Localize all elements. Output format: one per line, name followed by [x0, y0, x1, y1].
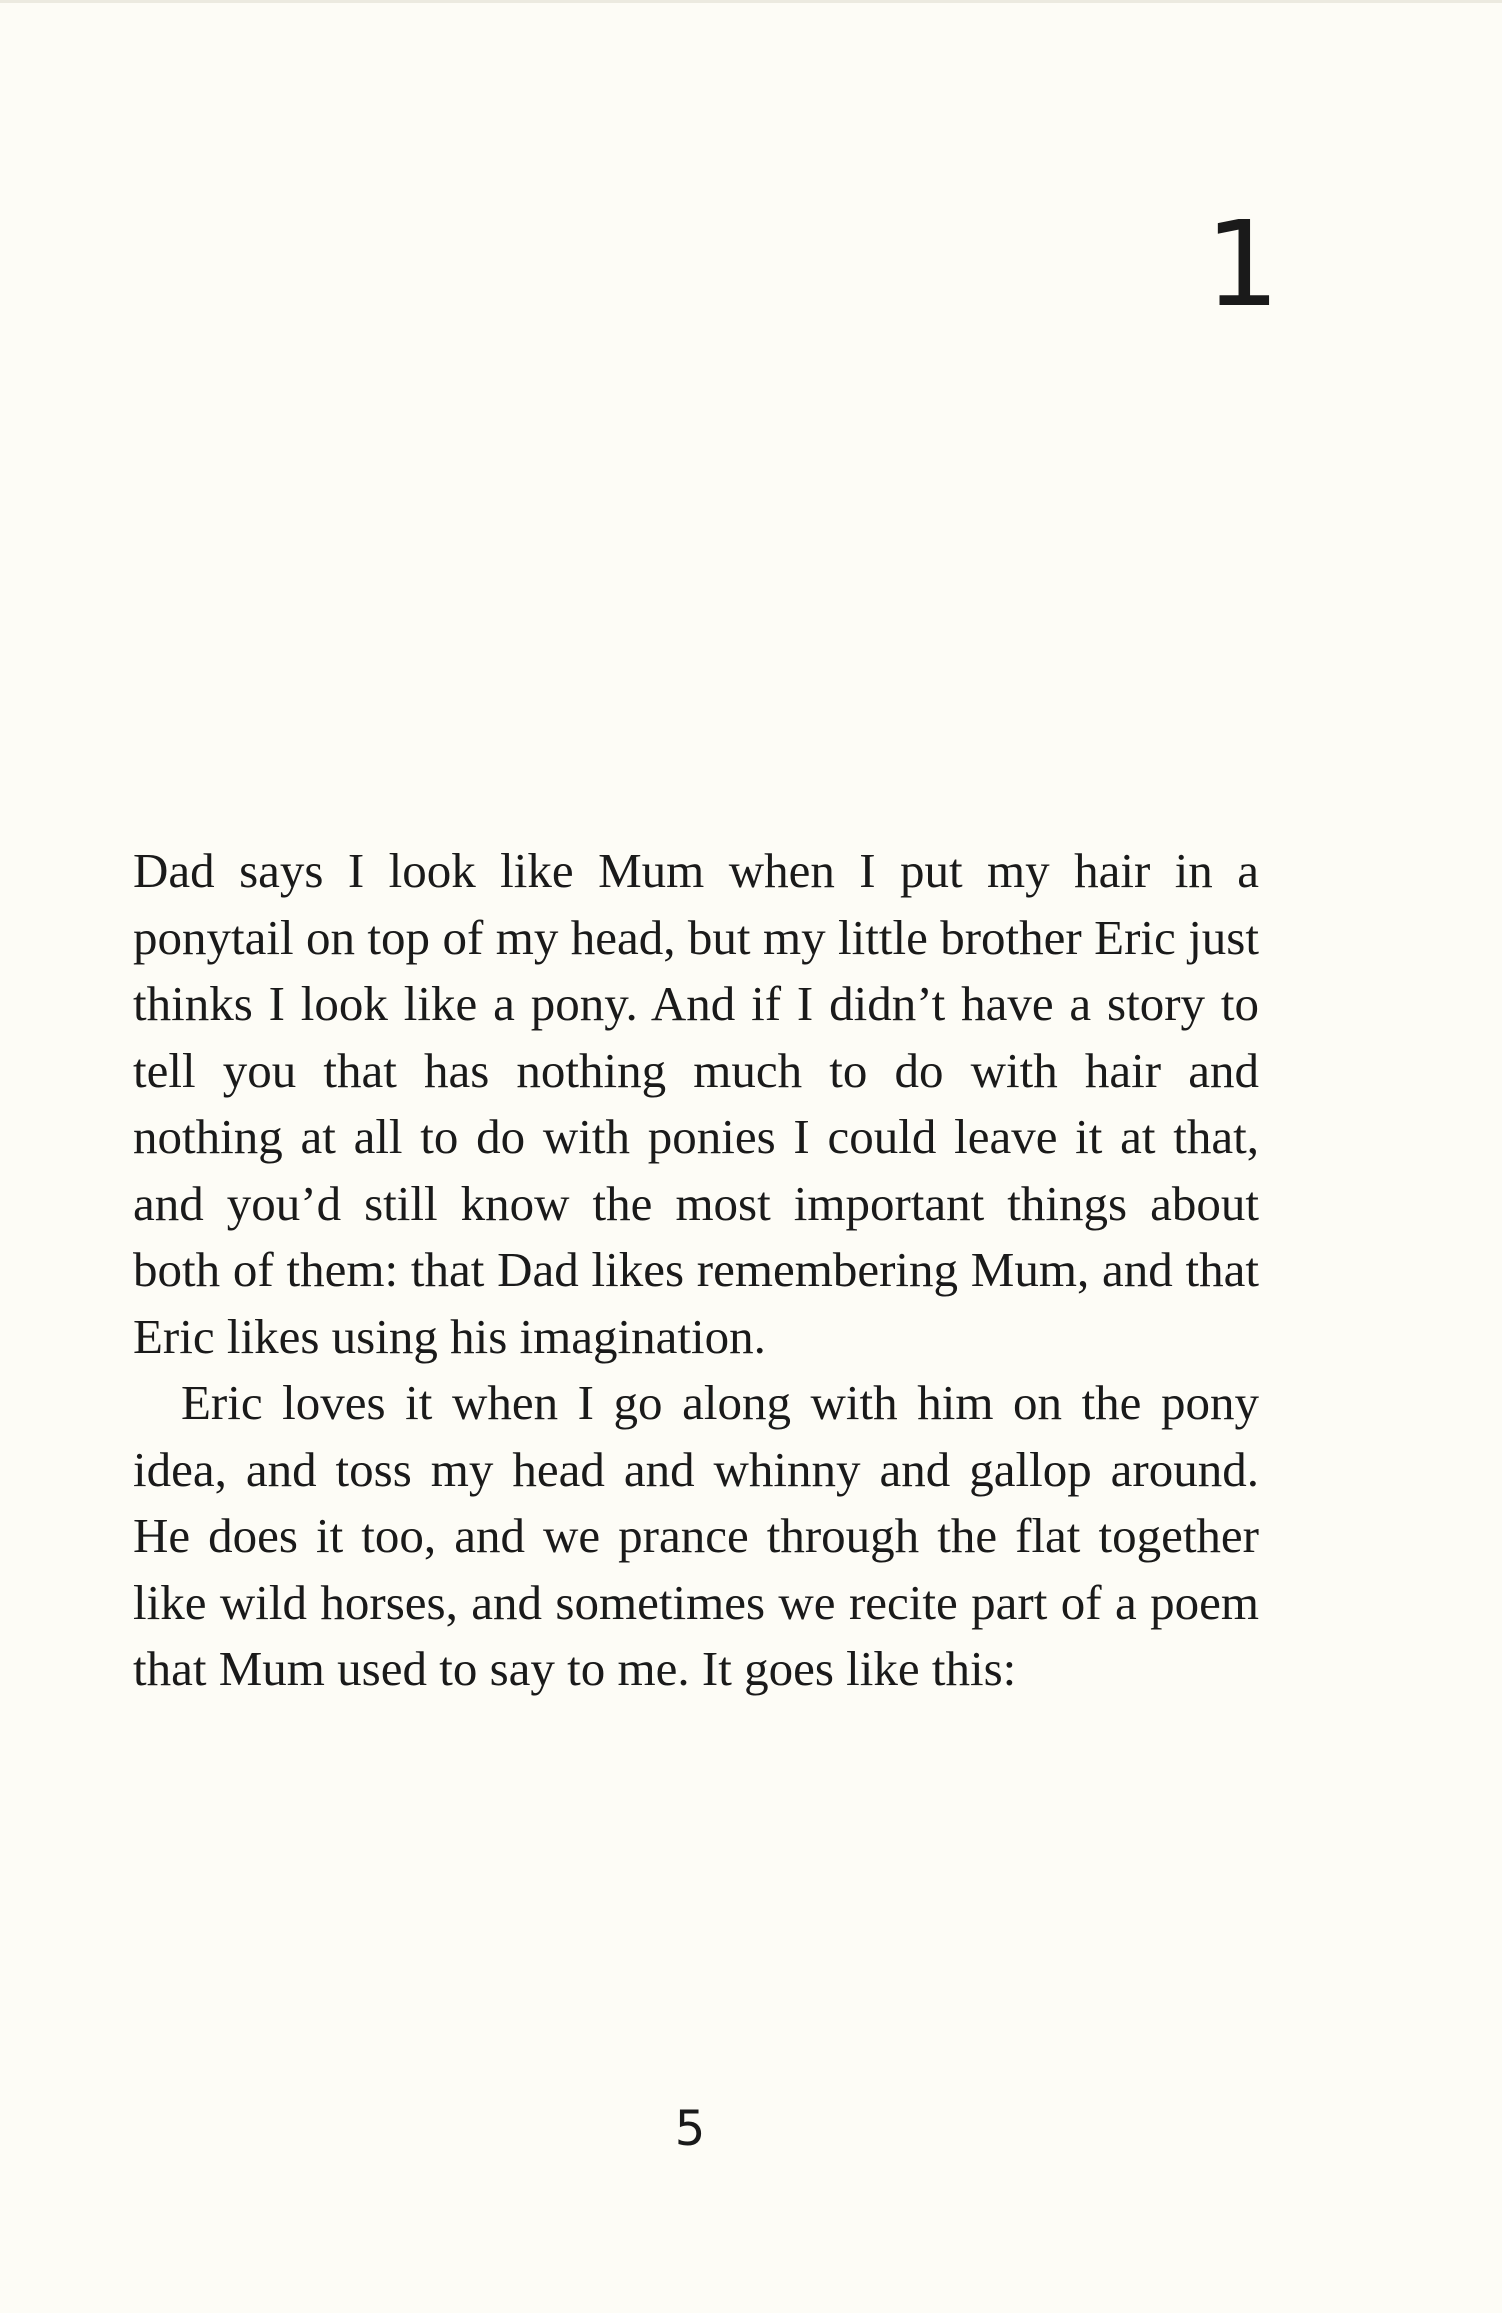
paragraph-1: Dad says I look like Mum when I put my hair in a ponytail on top of my head, but my little brother Eric just thinks I look like a pony. And if I didn’t have a story to tell you that has nothing much to do with hair and nothing at all to do with ponies I could leave it at that, and you’d still know the most important things about both of them: that Dad likes remembering Mum, and that Eric likes using his imagination.: [133, 843, 1259, 1364]
page-number: 5: [674, 2101, 706, 2157]
body-text: [133, 838, 1259, 1703]
chapter-number: 1: [1204, 195, 1280, 333]
paragraph-2: Eric loves it when I go along with him on the pony idea, and toss my head and whinny and gallop around. He does it too, and we prance through the flat together like wild horses, and sometimes we recite part of a poem that Mum used to say to me. It goes like this:: [133, 1375, 1259, 1696]
